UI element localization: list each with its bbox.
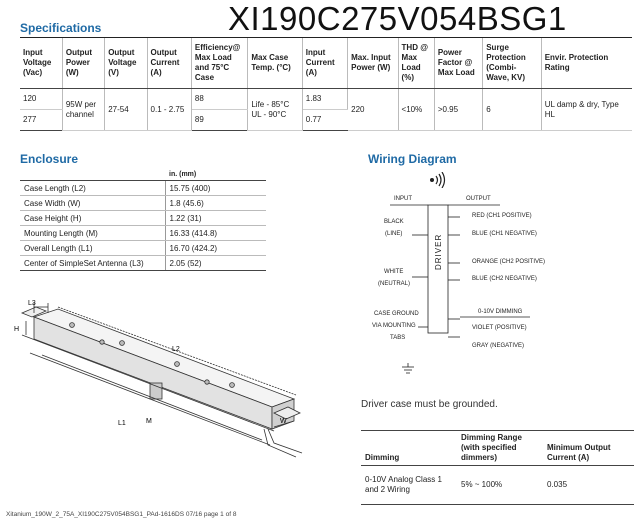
dimming-header: Dimming [361,431,457,466]
enclosure-value: 2.05 (52) [165,256,266,271]
enclosure-table [20,168,266,271]
enclosure-value: 1.8 (45.6) [165,196,266,211]
wire-black-label: BLACK [384,219,404,225]
spec-cell: <10% [398,89,434,131]
spec-cell: 6 [483,89,541,131]
enclosure-label: Case Width (W) [20,196,165,211]
enclosure-value: 16.70 (424.2) [165,241,266,256]
dim-label-w: W [280,418,287,425]
dimming-header: Dimming Range (with specified dimmers) [457,431,543,466]
spec-cell: 0.1 - 2.75 [147,89,191,131]
enclosure-unit-header: in. (mm) [165,168,266,181]
specifications-table [20,38,632,131]
spec-cell: 220 [348,89,398,131]
ground-note: Driver case must be grounded. [361,399,498,410]
wire-orange-label: ORANGE (CH2 POSITIVE) [472,259,546,265]
enclosure-value: 1.22 (31) [165,211,266,226]
spec-header: Output Power (W) [62,38,104,89]
enclosure-row [20,226,266,241]
enclosure-label: Case Length (L2) [20,181,165,196]
dimming-table [361,430,634,505]
wire-red-label: RED (CH1 POSITIVE) [472,213,532,219]
spec-header: Surge Protection (Combi-Wave, KV) [483,38,541,89]
wire-white-label: WHITE [384,269,404,275]
spec-cell: 89 [191,110,247,131]
dim-label-m: M [146,418,152,425]
spec-header: Output Current (A) [147,38,191,89]
wire-blue2-label: BLUE (CH2 NEGATIVE) [472,276,537,282]
model-number: XI190C275V054BSG1 [228,0,567,37]
wire-violet-label: VIOLET (POSITIVE) [472,325,527,331]
spec-cell: 120 [20,89,62,110]
spec-cell: 277 [20,110,62,131]
spec-header: Envir. Protection Rating [541,38,632,89]
dimming-cell: 5% ~ 100% [457,466,543,505]
driver-label: DRIVER [434,233,443,270]
spec-header: Power Factor @ Max Load [434,38,482,89]
dim-label-l3: L3 [28,300,36,307]
spec-cell: 1.83 [302,89,347,110]
case-ground-label: CASE GROUND [374,311,419,317]
spec-header-row [20,38,632,89]
spec-cell: 27-54 [105,89,147,131]
dimming-header-row [361,431,634,466]
enclosure-row [20,196,266,211]
spec-header: Input Current (A) [302,38,347,89]
spec-cell: 95W per channel [62,89,104,131]
spec-cell: 0.77 [305,115,322,124]
wiring-input-label: INPUT [394,196,412,202]
dimming-cell: 0-10V Analog Class 1 and 2 Wiring [361,466,457,505]
wire-gray-label: GRAY (NEGATIVE) [472,343,525,349]
enclosure-value: 15.75 (400) [165,181,266,196]
wiring-title: Wiring Diagram [368,152,457,166]
wire-neutral-label: (NEUTRAL) [378,281,411,287]
enclosure-row [20,256,266,271]
dimming-row [361,466,634,505]
spec-cell: Life - 85°C UL - 90°C [248,89,302,131]
enclosure-drawing [12,295,312,507]
spec-header: Efficiency@ Max Load and 75°C Case [191,38,247,89]
spec-header: Max. Input Power (W) [348,38,398,89]
dimming-header: Minimum Output Current (A) [543,431,634,466]
spec-cell: 88 [191,89,247,110]
enclosure-label: Mounting Length (M) [20,226,165,241]
wiring-output-label: OUTPUT [466,196,491,202]
enclosure-label: Overall Length (L1) [20,241,165,256]
spec-header: Input Voltage (Vac) [20,38,62,89]
enclosure-title: Enclosure [20,152,79,166]
spec-header: Output Voltage (V) [105,38,147,89]
enclosure-header-row [20,168,266,181]
spec-row [20,89,632,110]
enclosure-label: Case Height (H) [20,211,165,226]
dim-label-h: H [14,326,20,333]
spec-header: THD @ Max Load (%) [398,38,434,89]
case-ground-label: VIA MOUNTING [372,323,416,329]
dimming-cell: 0.035 [543,466,634,505]
enclosure-row [20,211,266,226]
enclosure-value: 16.33 (414.8) [165,226,266,241]
enclosure-row [20,181,266,196]
spec-cell: >0.95 [434,89,482,131]
enclosure-row [20,241,266,256]
page-footer: Xitanium_190W_2_75A_XI190C275V054BSG1_PAd-1616DS 07/16 page 1 of 8 [6,511,237,518]
dim-label-l1: L1 [118,420,126,427]
dim-label-l2: L2 [172,346,180,353]
dimming-header-label: 0-10V DIMMING [478,309,523,315]
spec-cell: UL damp & dry, Type HL [541,89,632,131]
wireless-signal-icon [428,172,448,188]
wire-line-label: (LINE) [385,231,403,237]
case-ground-label: TABS [390,335,406,341]
specifications-title: Specifications [20,21,102,35]
wire-blue1-label: BLUE (CH1 NEGATIVE) [472,231,537,237]
spec-header: Max Case Temp. (°C) [248,38,302,89]
enclosure-label: Center of SimpleSet Antenna (L3) [20,256,165,271]
